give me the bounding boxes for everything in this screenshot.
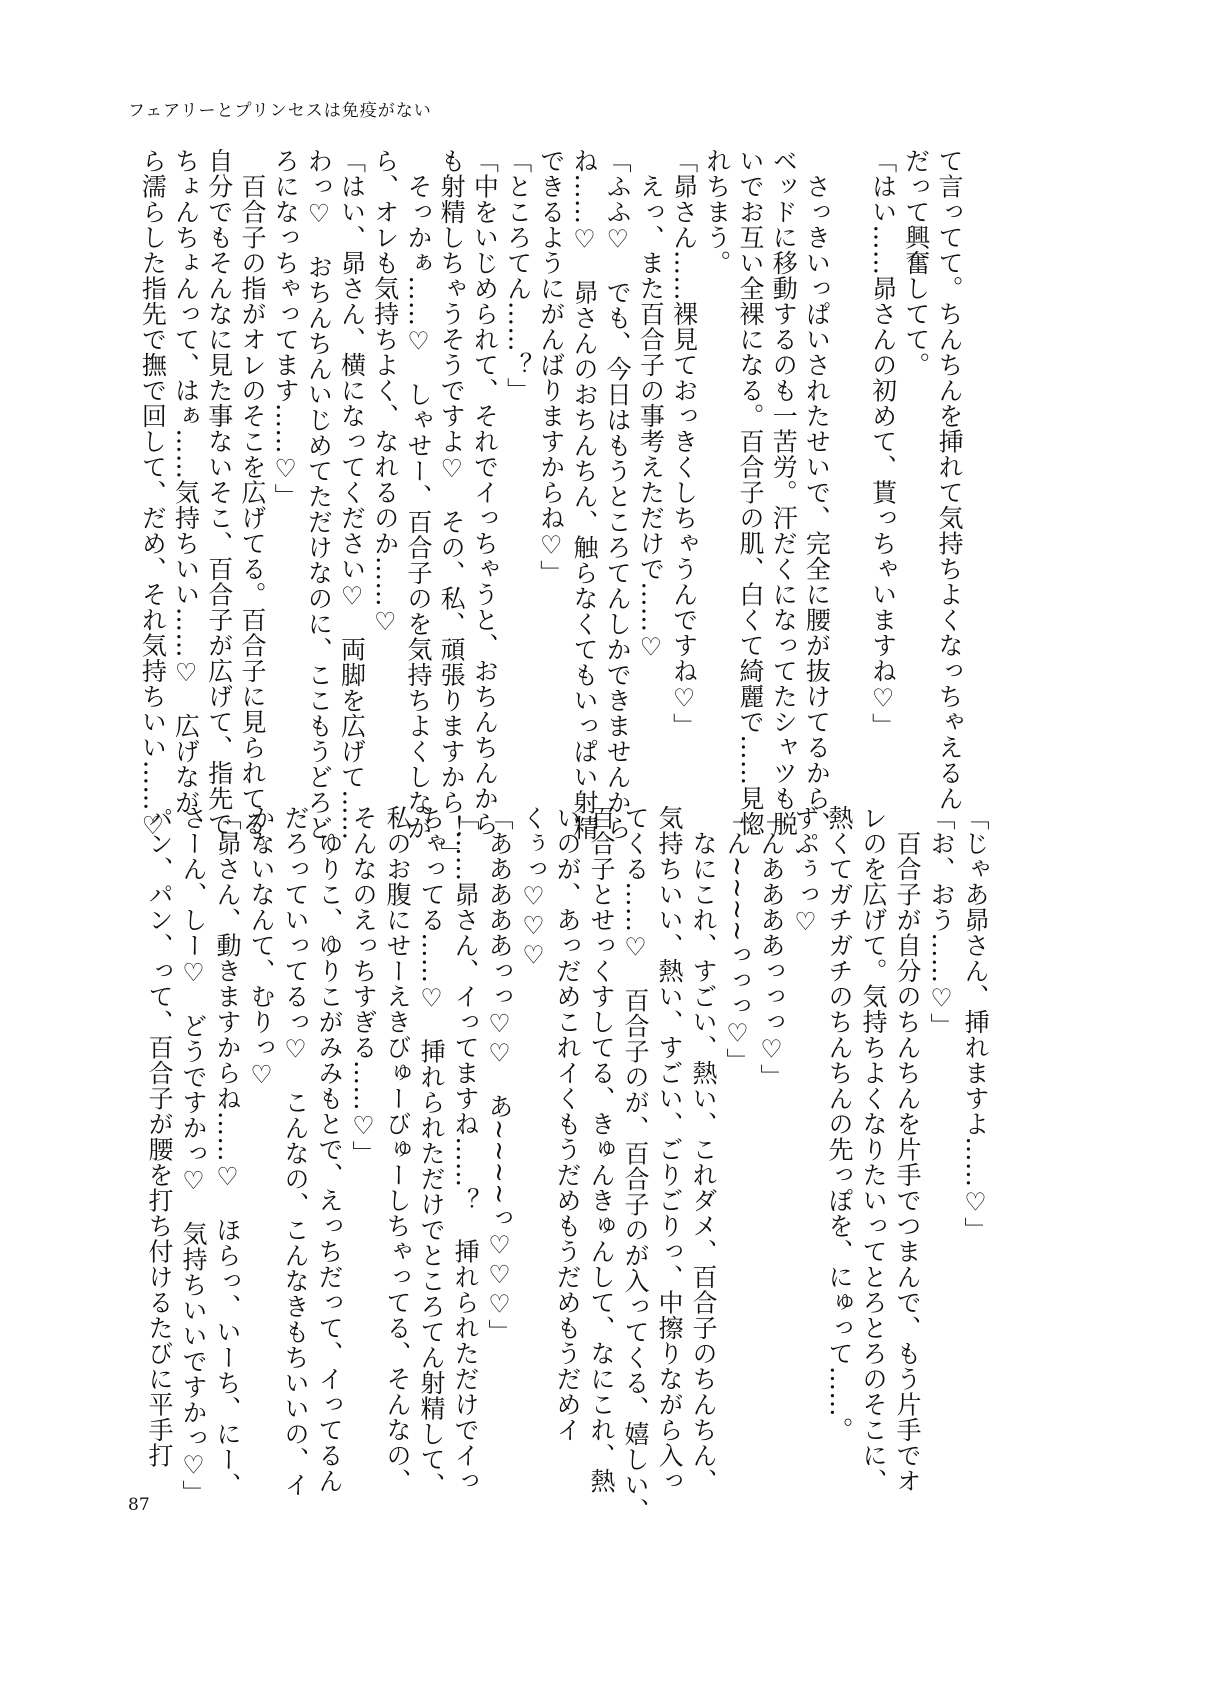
text-column: てくる……♡ 百合子のが、百合子のが入ってくる、嬉しい、 bbox=[621, 805, 650, 1523]
text-column: れちまう。 bbox=[702, 148, 732, 276]
text-column: ベッドに移動するのも一苦労。汗だくになってたシャツも脱 bbox=[769, 148, 799, 837]
text-column: だって興奮してて。 bbox=[901, 148, 931, 378]
text-column: 「中をいじめられて、それでイっちゃうと、おちんちんから bbox=[470, 148, 500, 837]
text-column: かないなんて、むりっ♡ bbox=[247, 805, 276, 1090]
text-column: 百合子の指がオレのそこを広げてる。百合子に見られてる。 bbox=[237, 148, 267, 862]
text-column: 「ん~~~~っっっ♡」 bbox=[723, 805, 752, 1074]
text-column: いでお互い全裸になる。百合子の肌、白くて綺麗で……見惚 bbox=[735, 148, 765, 837]
text-column: そっかぁ……♡ しゃせー、百合子のを気持ちよくしなが bbox=[403, 148, 433, 841]
text-column: 「はい、昴さん、横になってください♡ 両脚を広げて…… bbox=[337, 148, 367, 841]
blank-column bbox=[833, 148, 866, 798]
lower-text-tier bbox=[142, 805, 992, 1523]
text-column: て言ってて。ちんちんを挿れて気持ちよくなっちゃえるん bbox=[935, 148, 964, 811]
text-column: くぅっ♡♡♡ bbox=[519, 805, 548, 970]
text-column: さーん、しー♡ どうですかっ♡ 気持ちいいですかっ♡」 bbox=[179, 805, 208, 1506]
text-column: 「はい……昴さんの初めて、貰っちゃいますね♡」 bbox=[868, 148, 898, 739]
text-column: ろになっちゃってます……♡」 bbox=[271, 148, 301, 509]
text-column: パン、パン、って、百合子が腰を打ち付けるたびに平手打 bbox=[145, 805, 174, 1468]
text-column: なにこれ、すごい、熱い、これダメ、百合子のちんちん、 bbox=[689, 805, 718, 1494]
text-column: 百合子が自分のちんちんを片手でつまんで、もう片手でオ bbox=[893, 805, 922, 1494]
text-column: 「昴さん、動きますからね……♡ ほらっ、いーち、にー、 bbox=[213, 805, 242, 1498]
text-column: も射精しちゃうそうですよ♡ その、私、頑張りますから！」 bbox=[437, 148, 467, 866]
text-column: ちょんちょんって、はぁ……気持ちいい……♡ 広げなが bbox=[171, 148, 201, 815]
text-column: 気持ちいい、熱い、すごい、ごりごりっ、中擦りながら入っ bbox=[655, 805, 684, 1494]
text-column: 百合子とせっくすしてる、きゅんきゅんして、なにこれ、熱 bbox=[587, 805, 616, 1494]
text-column: 「ところてん……？」 bbox=[503, 148, 533, 403]
text-column: ね……♡ 昴さんのおちんちん、触らなくてもいっぱい射精 bbox=[569, 148, 599, 841]
text-column: 熱くてガチガチのちんちんの先っぽを、にゅって……。 bbox=[825, 805, 854, 1443]
text-column: えっ、また百合子の事考えただけで……♡ bbox=[636, 148, 666, 662]
upper-text-tier bbox=[136, 148, 966, 866]
text-column: そんなのえっちすぎる……♡」 bbox=[349, 805, 378, 1166]
text-column: ら濡らした指先で撫で回して、だめ、それ気持ちいい……♡ bbox=[138, 148, 168, 841]
page-number: 87 bbox=[128, 1495, 150, 1515]
text-column: レのを広げて。気持ちよくなりたいってとろとろのそこに、 bbox=[859, 805, 888, 1494]
text-column: いのが、あっだめこれイくもうだめもうだめもうだめイ bbox=[553, 805, 582, 1443]
text-column: だろっていってるっ♡ こんなの、こんなきもちいいの、イ bbox=[281, 805, 310, 1498]
text-column: 「……昴さん、イってますね……？ 挿れられただけでイっ bbox=[451, 805, 480, 1494]
text-column: 私のお腹にせーえきびゅーびゅーしちゃってる、そんなの、 bbox=[383, 805, 412, 1494]
text-column: ちゃってる……♡ 挿れられただけでところてん射精して、 bbox=[417, 805, 446, 1498]
text-column: ら、オレも気持ちよく、なれるのか……♡ bbox=[370, 148, 400, 637]
running-header: フェアリーとプリンセスは免疫がない bbox=[128, 101, 432, 121]
text-column: 「じゃあ昴さん、挿れますよ……♡」 bbox=[961, 805, 990, 1243]
text-column: ずぷぅっ♡ bbox=[791, 805, 820, 937]
text-column: 「昴さん……裸見ておっきくしちゃうんですね♡」 bbox=[669, 148, 699, 739]
text-column: 「んああああっっっ♡」 bbox=[757, 805, 786, 1090]
text-column: わっ♡ おちんちんいじめてただけなのに、ここもうどろど bbox=[304, 148, 334, 841]
text-column: できるようにがんばりますからね♡」 bbox=[536, 148, 566, 586]
text-column: 自分でもそんなに見た事ないそこ、百合子が広げて、指先で bbox=[204, 148, 234, 837]
text-column: 「あああああっっ♡♡ あ~~~~っ♡♡♡」 bbox=[485, 805, 514, 1345]
text-column: ゆりこ、ゆりこがみみもとで、えっちだって、イってるん bbox=[315, 805, 344, 1494]
text-column: さっきいっぱいされたせいで、完全に腰が抜けてるから、 bbox=[802, 148, 832, 837]
text-column: 「お、おう……♡」 bbox=[927, 805, 956, 1039]
text-column: 「ふふ♡ でも、今日はもうところてんしかできませんから bbox=[603, 148, 633, 841]
